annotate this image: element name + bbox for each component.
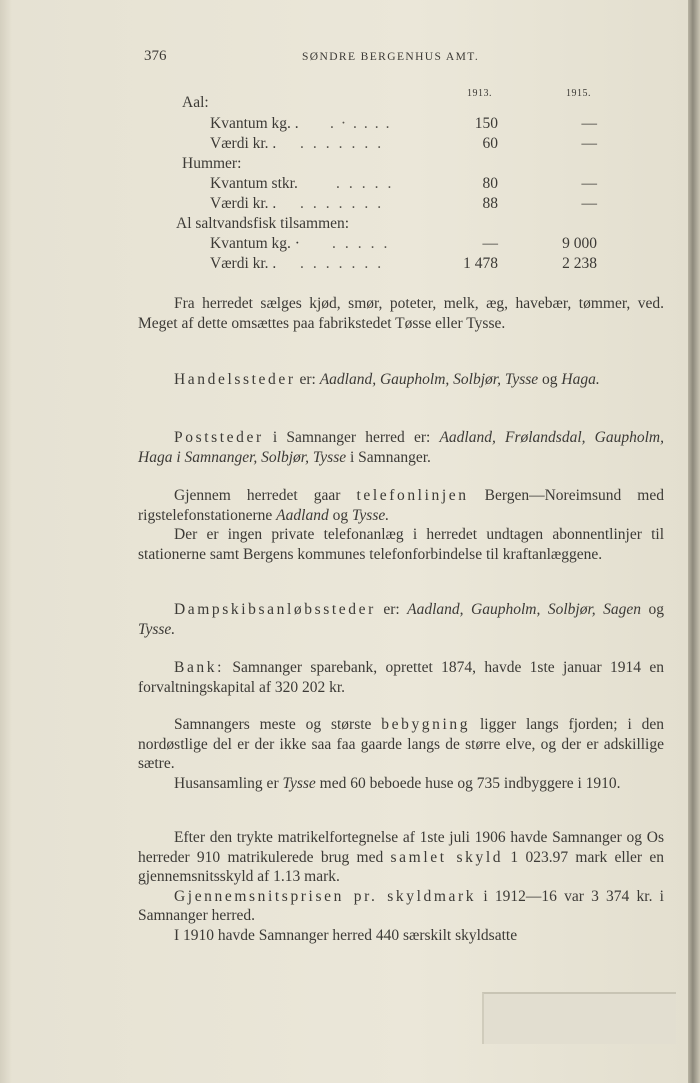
place-name: Aadland (276, 506, 329, 524)
paragraph-bank (138, 658, 664, 697)
paragraph-land-registry (138, 828, 664, 945)
value-1913: 150 (474, 115, 498, 132)
place-names: Aadland, Gaupholm, Solbjør, Tysse (319, 371, 539, 388)
table-row (0, 175, 688, 197)
text-span: Samnanger sparebank, oprettet 1874, havde 1ste januar 1914 en forvaltningskapital af 320 202 kr. (138, 659, 664, 696)
text-span: i Samnanger. (346, 448, 431, 466)
column-year-1915: 1915. (566, 88, 591, 99)
row-label: Værdi kr. . (210, 255, 277, 272)
place-names: Aadland, Frølandsdal, Gaupholm, Haga i Samnanger, Solbjør, Tysse (138, 429, 664, 466)
value-1915: — (581, 115, 597, 132)
keyword: bebygning (381, 716, 471, 733)
table-row (0, 155, 688, 177)
text-span: Husansamling er (174, 774, 283, 792)
table-row (0, 195, 688, 217)
text-span: og (328, 506, 352, 524)
keyword: Bank: (174, 659, 225, 676)
place-name: Haga. (561, 371, 600, 388)
running-title: SØNDRE BERGENHUS AMT. (302, 51, 480, 63)
place-name: Tysse (282, 774, 316, 792)
text-span: og (641, 601, 664, 618)
value-1913: 88 (482, 195, 498, 212)
place-name: Tysse. (138, 620, 176, 638)
place-name: Tysse. (351, 506, 390, 524)
paragraph-text: Der er ingen private telefonanlæg i herredet undtagen abonnentlinjer til stationerne samt Bergens kommunes telefonforbindelse til kraftanlæggene. (138, 526, 664, 563)
value-1913: — (482, 235, 498, 252)
row-label: Kvantum stkr. (210, 175, 298, 192)
column-year-1913: 1913. (467, 88, 492, 99)
paragraph-telephone (138, 486, 664, 564)
keyword: Gjennemsnitsprisen pr. skyldmark (174, 887, 477, 905)
leader-dots: ....... (300, 195, 391, 212)
page-header (0, 48, 688, 68)
leader-dots: ....... (300, 135, 391, 152)
table-row (0, 115, 688, 137)
row-label: Værdi kr. . (210, 195, 277, 212)
text-span: er: (295, 371, 320, 388)
page-number: 376 (144, 48, 167, 64)
paragraph-text: Fra herredet sælges kjød, smør, poteter, melk, æg, havebær, tømmer, ved. Meget af dette omsættes paa fabrikstedet Tøsse eller Tysse. (138, 295, 664, 332)
keyword: Dampskibsanløbssteder (174, 601, 376, 618)
row-label: Hummer: (182, 155, 242, 172)
page-edge (688, 0, 700, 1083)
value-1915: — (581, 195, 597, 212)
text-span: og (538, 371, 562, 388)
text-span: i 1912—16 var 3 374 kr. i Samnanger herred. (138, 887, 664, 924)
table-row (0, 94, 688, 116)
row-label: Kvantum kg. . (210, 115, 299, 132)
table-row (0, 255, 688, 277)
place-names: Aadland, Gaupholm, Solbjør, Sagen (407, 601, 642, 618)
paragraph-settlement (138, 715, 664, 793)
row-label: Værdi kr. . (210, 135, 277, 152)
keyword: Handelssteder (174, 371, 296, 388)
table-row (0, 235, 688, 257)
row-label: Al saltvandsfisk tilsammen: (176, 215, 350, 232)
paragraph-trading-places (138, 370, 664, 390)
page-corner-shadow (482, 992, 676, 1044)
keyword: telefonlinjen (356, 487, 469, 504)
text-span: er: (375, 601, 408, 618)
table-row (0, 135, 688, 157)
text-span: Samnangers meste og største (174, 716, 382, 733)
leader-dots: ..... (332, 235, 397, 252)
text-span: Gjennem herredet gaar (174, 487, 357, 504)
leader-dots: .·.... (330, 115, 397, 132)
value-1915: 9 000 (562, 235, 597, 252)
value-1915: — (581, 135, 597, 152)
text-span: Efter den trykte matrikelfortegnelse af 1ste juli 1906 havde Samnanger og Os herreder 910 matrikulerede brug med (138, 829, 664, 866)
keyword: samlet skyld (390, 848, 504, 866)
text-span: i Samnanger herred er: (263, 429, 440, 446)
value-1913: 60 (482, 135, 498, 152)
text-span: 1 023.97 mark eller en gjennemsnitsskyld af 1.13 mark. (138, 848, 665, 885)
leader-dots: ....... (300, 255, 391, 272)
text-span: med 60 beboede huse og 735 indbyggere i 1910. (315, 774, 621, 792)
leader-dots: ..... (336, 175, 401, 192)
value-1915: 2 238 (562, 255, 597, 272)
text-span: ligger langs fjorden; i den nordøstlige del er der ikke saa faa gaarde langs de større elve, og der er adskillige sætre. (138, 716, 664, 772)
keyword: Poststeder (174, 429, 264, 446)
text-span: Bergen—Noreimsund med rigstelefonstationerne (138, 487, 664, 524)
paragraph-text: I 1910 havde Samnanger herred 440 særskilt skyldsatte (174, 926, 518, 944)
value-1913: 1 478 (463, 255, 498, 272)
paragraph-steamship-stops (138, 600, 664, 639)
table-row (0, 215, 688, 237)
row-label: Aal: (182, 94, 209, 111)
value-1915: — (581, 175, 597, 192)
row-label: Kvantum kg. · (210, 235, 300, 252)
paragraph-produce (138, 294, 664, 333)
value-1913: 80 (482, 175, 498, 192)
paragraph-post-offices (138, 428, 664, 467)
